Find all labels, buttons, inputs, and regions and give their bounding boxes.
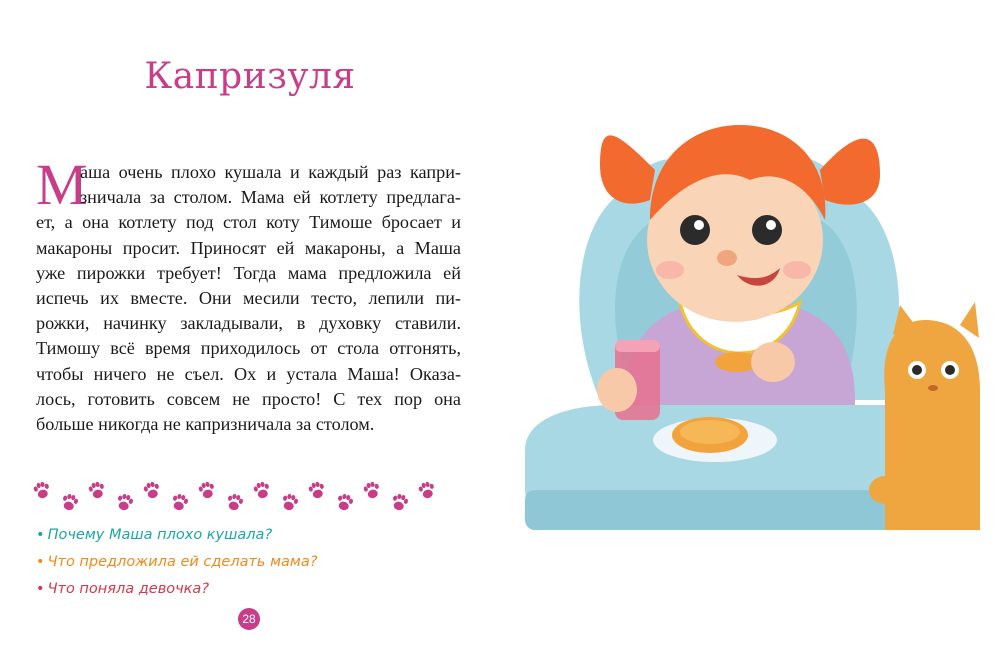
bullet-icon: • [36,581,45,597]
paw-print-icon [280,493,299,512]
drop-cap: М [36,152,88,217]
question-item [36,549,456,576]
paw-print-icon [60,493,79,512]
story-line: уже пирожки требует! Тогда мама предложила ей [36,262,461,283]
story-line: испечь их вместе. Они месили тесто, лепили пи- [36,288,461,309]
story-line: Тимошу всё время приходилось от стола отгонять, [36,338,461,359]
story-text [36,152,461,437]
page-number-badge: 28 [238,608,260,630]
story-line: лось, готовить совсем не просто! С тех пор она [36,388,461,409]
paw-print-divider [30,477,450,517]
question-item [36,576,456,603]
story-line: аша очень плохо кушала и каждый раз капри- [80,162,461,182]
paw-print-icon [142,480,161,499]
paw-print-icon [417,480,436,499]
illustration-girl-eating [505,70,985,630]
paw-print-icon [170,493,189,512]
story-line: макароны просит. Приносят ей макароны, а Маша [36,237,461,258]
paw-print-icon [225,493,244,512]
left-hand [597,368,637,412]
question-list [36,522,456,603]
right-eye [752,215,782,245]
paw-print-icon [197,480,216,499]
question-text: Что поняла девочка? [47,581,210,597]
bullet-icon: • [36,527,45,543]
paw-print-icon [32,480,51,499]
paw-print-icon [307,480,326,499]
paw-print-icon [252,480,271,499]
left-pigtail [600,135,655,203]
question-text: Почему Маша плохо кушала? [47,527,273,543]
cat-paw [869,476,901,504]
question-item [36,522,456,549]
paw-print-icon [335,493,354,512]
story-line: больше никогда не капризничала за столом. [36,414,375,435]
paw-print-icon [362,480,381,499]
bullet-icon: • [36,554,45,570]
story-line: ет, а она котлету под стол коту Тимоше бросает и [36,212,461,233]
paw-print-icon [115,493,134,512]
paw-print-icon [390,493,409,512]
question-text: Что предложила ей сделать мама? [47,554,318,570]
paw-print-icon [87,480,106,499]
story-line: зничала за столом. Мама ей котлету предлага- [80,187,461,208]
right-hand [751,342,795,382]
story-line: рожки, начинку закладывали, в духовку ставили. [36,313,461,334]
story-title: Капризуля [144,56,356,97]
left-eye [680,215,710,245]
cat [884,320,980,530]
story-line: чтобы ничего не съел. Ох и устала Маша! Оказа- [36,363,461,384]
right-pigtail [820,139,880,205]
